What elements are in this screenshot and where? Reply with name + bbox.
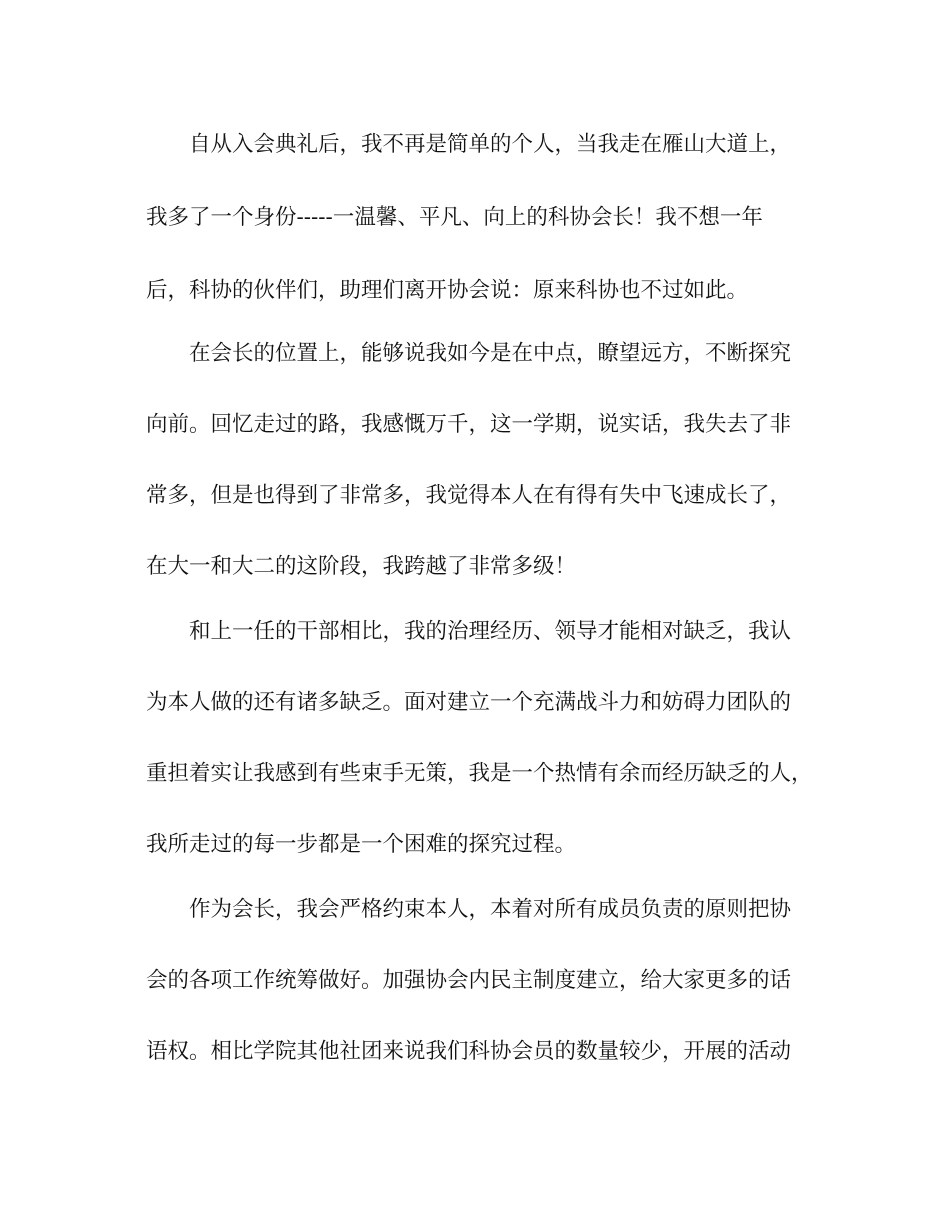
paragraph-4-line-1: 作为会长，我会严格约束本人，本着对所有成员负责的原则把协 (189, 897, 792, 922)
paragraph-4-line-3: 语权。相比学院其他社团来说我们科协会员的数量较少，开展的活动 (146, 1039, 792, 1064)
paragraph-2-line-1: 在会长的位置上，能够说我如今是在中点，瞭望远方，不断探究 (189, 341, 792, 366)
paragraph-3-line-4: 我所走过的每一步都是一个困难的探究过程。 (146, 832, 577, 857)
paragraph-1-line-1: 自从入会典礼后，我不再是简单的个人，当我走在雁山大道上， (189, 132, 792, 157)
paragraph-2-line-4: 在大一和大二的这阶段，我跨越了非常多级！ (146, 554, 577, 579)
paragraph-1-line-2: 我多了一个身份-----一温馨、平凡、向上的科协会长！我不想一年 (146, 205, 763, 230)
paragraph-3-line-1: 和上一任的干部相比，我的治理经历、领导才能相对缺乏，我认 (189, 619, 792, 644)
paragraph-3-line-2: 为本人做的还有诸多缺乏。面对建立一个充满战斗力和妨碍力团队的 (146, 690, 792, 715)
paragraph-2-line-2: 向前。回忆走过的路，我感慨万千，这一学期，说实话，我失去了非 (146, 412, 792, 437)
paragraph-4-line-2: 会的各项工作统筹做好。加强协会内民主制度建立，给大家更多的话 (146, 968, 792, 993)
paragraph-1-line-3: 后，科协的伙伴们，助理们离开协会说：原来科协也不过如此。 (146, 278, 749, 303)
paragraph-2-line-3: 常多，但是也得到了非常多，我觉得本人在有得有失中飞速成长了， (146, 483, 792, 508)
paragraph-3-line-3: 重担着实让我感到有些束手无策，我是一个热情有余而经历缺乏的人， (146, 761, 813, 786)
